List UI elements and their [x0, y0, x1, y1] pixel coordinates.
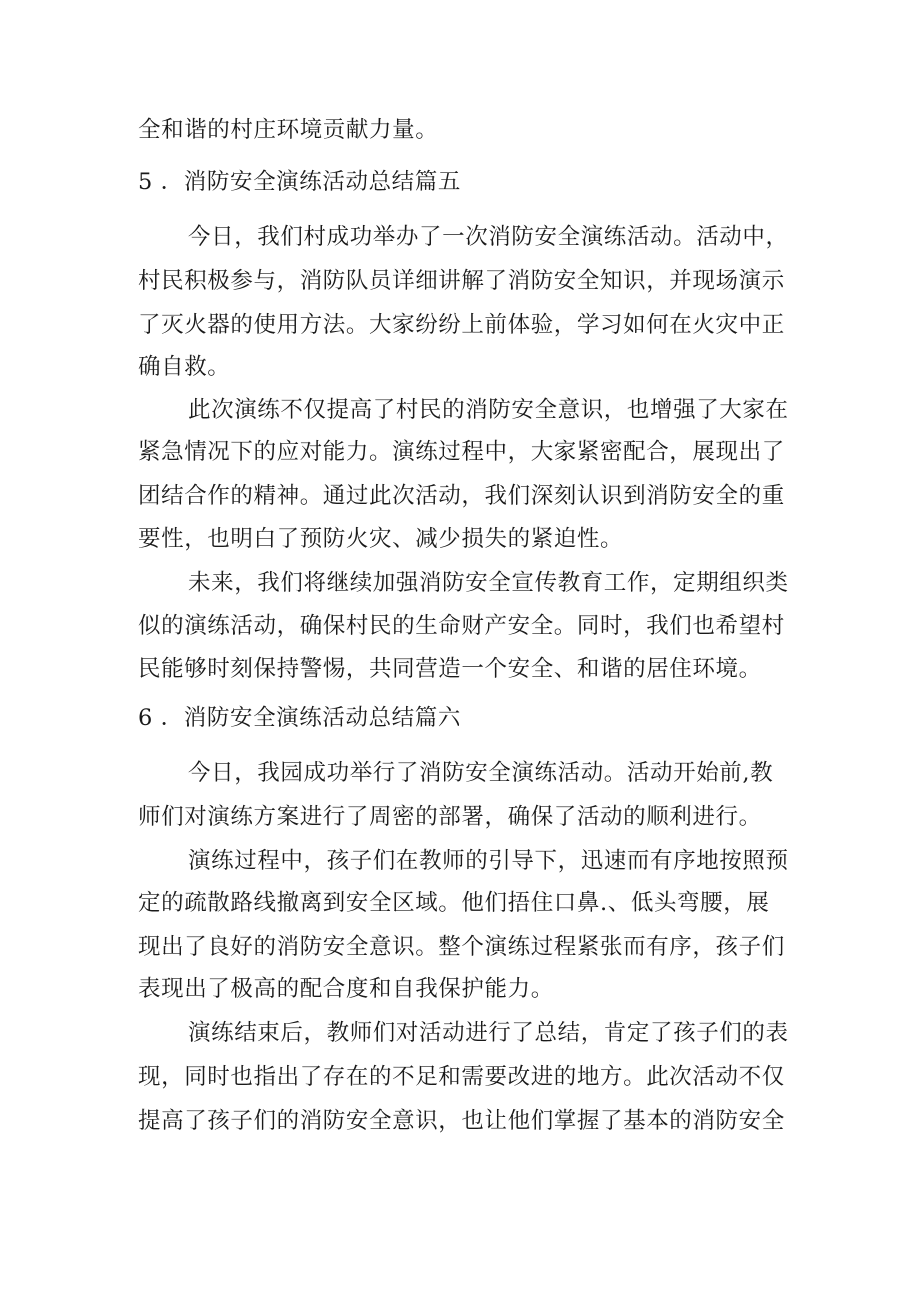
- paragraph-line: 今日，我园成功举行了消防安全演练活动。活动开始前,教: [188, 760, 774, 786]
- paragraph-line: 紧急情况下的应对能力。演练过程中，大家紧密配合，展现出了: [138, 439, 785, 465]
- continuation-line: 全和谐的村庄环境贡献力量。: [138, 117, 439, 143]
- paragraph-line: 今日，我们村成功举办了一次消防安全演练活动。活动中，: [188, 224, 789, 250]
- paragraph-line: 师们对演练方案进行了周密的部署，确保了活动的顺利进行。: [138, 804, 762, 830]
- paragraph-line: 确自救。: [138, 354, 231, 380]
- paragraph-line: 村民积极参与，消防队员详细讲解了消防安全知识，并现场演示: [138, 268, 785, 294]
- section-heading-6: 6 ．消防安全演练活动总结篇六: [138, 705, 461, 731]
- paragraph-line: 团结合作的精神。通过此次活动，我们深刻认识到消防安全的重: [138, 483, 785, 509]
- paragraph-line: 定的疏散路线撤离到安全区域。他们捂住口鼻.、低头弯腰，展: [138, 890, 770, 916]
- paragraph-line: 表现出了极高的配合度和自我保护能力。: [138, 976, 554, 1002]
- paragraph-line: 提高了孩子们的消防安全意识，也让他们掌握了基本的消防安全: [138, 1108, 785, 1134]
- paragraph-line: 民能够时刻保持警惕，共同营造一个安全、和谐的居住环境。: [138, 656, 762, 682]
- paragraph-line: 似的演练活动，确保村民的生命财产安全。同时，我们也希望村: [138, 613, 785, 639]
- paragraph-line: 演练结束后，教师们对活动进行了总结，肯定了孩子们的表: [188, 1020, 789, 1046]
- paragraph-line: 现，同时也指出了存在的不足和需要改进的地方。此次活动不仅: [138, 1064, 785, 1090]
- paragraph-line: 未来，我们将继续加强消防安全宣传教育工作，定期组织类: [188, 570, 789, 596]
- paragraph-line: 要性，也明白了预防火灾、减少损失的紧迫性。: [138, 526, 624, 552]
- paragraph-line: 了灭火器的使用方法。大家纷纷上前体验，学习如何在火灾中正: [138, 312, 785, 338]
- paragraph-line: 演练过程中，孩子们在教师的引导下，迅速而有序地按照预: [188, 848, 789, 874]
- section-heading-5: 5 ．消防安全演练活动总结篇五: [138, 169, 461, 195]
- paragraph-line: 现出了良好的消防安全意识。整个演练过程紧张而有序，孩子们: [138, 934, 785, 960]
- paragraph-line: 此次演练不仅提高了村民的消防安全意识，也增强了大家在: [188, 397, 789, 423]
